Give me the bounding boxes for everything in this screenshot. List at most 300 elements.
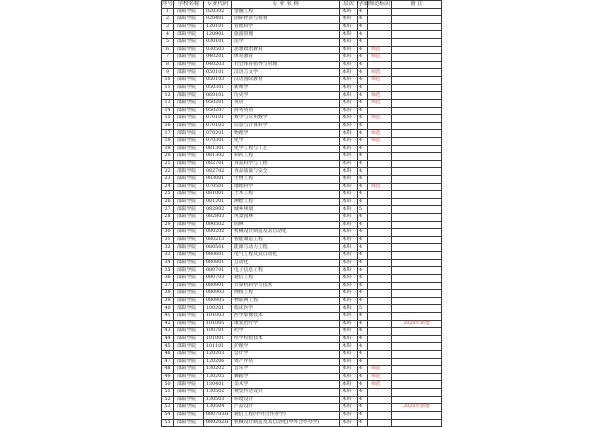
- cell-code: 070102: [204, 122, 232, 130]
- header-school: 学校名称: [174, 1, 204, 9]
- table-row: [162, 328, 442, 336]
- cell-major: 智能制造工程: [232, 236, 340, 244]
- cell-years: 4: [358, 244, 368, 252]
- cell-major: 能源与动力工程: [232, 244, 340, 252]
- cell-note: [392, 183, 442, 191]
- cell-school: 邵阳学院: [174, 153, 204, 161]
- cell-school: 邵阳学院: [174, 54, 204, 62]
- cell-major: 康复治疗学: [232, 320, 340, 328]
- cell-level: 本科: [340, 39, 358, 47]
- table-row: [162, 176, 442, 184]
- cell-school: 邵阳学院: [174, 46, 204, 54]
- cell-school: 邵阳学院: [174, 381, 204, 389]
- cell-years: 4: [358, 373, 368, 381]
- cell-major: 舞蹈学: [232, 373, 340, 381]
- cell-level: 本科: [340, 107, 358, 115]
- cell-note: [392, 54, 442, 62]
- cell-note: [392, 99, 442, 107]
- cell-school: 邵阳学院: [174, 389, 204, 397]
- cell-note: [392, 31, 442, 39]
- cell-note: [392, 373, 442, 381]
- cell-major: 国际经济与贸易: [232, 16, 340, 24]
- cell-code: 080801: [204, 259, 232, 267]
- cell-years: 4: [358, 411, 368, 419]
- cell-school: 邵阳学院: [174, 99, 204, 107]
- table-row: [162, 183, 442, 191]
- cell-index: 23: [162, 176, 174, 184]
- cell-years: 4: [358, 389, 368, 397]
- table-row: [162, 145, 442, 153]
- cell-level: 本科: [340, 145, 358, 153]
- table-row: [162, 312, 442, 320]
- cell-note: [392, 252, 442, 260]
- cell-level: 本科: [340, 351, 358, 359]
- cell-years: 4: [358, 183, 368, 191]
- table-row: [162, 61, 442, 69]
- cell-index: 48: [162, 366, 174, 374]
- table-row: [162, 84, 442, 92]
- cell-normal-flag: [368, 236, 392, 244]
- cell-major: 临床医学: [232, 305, 340, 313]
- table-row: [162, 8, 442, 16]
- cell-school: 邵阳学院: [174, 229, 204, 237]
- cell-index: 3: [162, 23, 174, 31]
- cell-normal-flag: [368, 8, 392, 16]
- cell-school: 邵阳学院: [174, 411, 204, 419]
- cell-major: 药学: [232, 328, 340, 336]
- cell-normal-flag: [368, 312, 392, 320]
- cell-years: 4: [358, 145, 368, 153]
- cell-index: 50: [162, 381, 174, 389]
- cell-major: 通信工程(中外合作办学): [232, 411, 340, 419]
- cell-level: 本科: [340, 61, 358, 69]
- cell-years: 4: [358, 236, 368, 244]
- cell-code: 040201: [204, 54, 232, 62]
- cell-normal-flag: [368, 122, 392, 130]
- cell-years: 4: [358, 69, 368, 77]
- cell-school: 邵阳学院: [174, 16, 204, 24]
- cell-note: [392, 8, 442, 16]
- cell-normal-flag: [368, 229, 392, 237]
- cell-normal-flag: [368, 31, 392, 39]
- cell-code: 100201: [204, 305, 232, 313]
- cell-years: 4: [358, 381, 368, 389]
- cell-school: 邵阳学院: [174, 183, 204, 191]
- cell-years: 4: [358, 107, 368, 115]
- cell-code: 081301: [204, 145, 232, 153]
- cell-level: 本科: [340, 8, 358, 16]
- cell-code: 101003: [204, 312, 232, 320]
- cell-school: 邵阳学院: [174, 145, 204, 153]
- cell-note: [392, 221, 442, 229]
- cell-major: 汉语言文学: [232, 69, 340, 77]
- cell-level: 本科: [340, 335, 358, 343]
- cell-years: 4: [358, 274, 368, 282]
- cell-major: 信息与计算科学: [232, 122, 340, 130]
- cell-major: 园林: [232, 221, 340, 229]
- cell-level: 本科: [340, 122, 358, 130]
- cell-note: [392, 145, 442, 153]
- cell-index: 29: [162, 221, 174, 229]
- cell-index: 49: [162, 373, 174, 381]
- cell-years: 4: [358, 214, 368, 222]
- cell-years: 5: [358, 206, 368, 214]
- table-row: [162, 351, 442, 359]
- cell-years: 4: [358, 46, 368, 54]
- cell-school: 邵阳学院: [174, 373, 204, 381]
- cell-school: 邵阳学院: [174, 92, 204, 100]
- cell-level: 本科: [340, 183, 358, 191]
- cell-school: 邵阳学院: [174, 214, 204, 222]
- cell-school: 邵阳学院: [174, 396, 204, 404]
- cell-code: 130504: [204, 404, 232, 412]
- cell-major: 视觉传达设计: [232, 389, 340, 397]
- cell-normal-flag: 师范: [368, 130, 392, 138]
- cell-major: 计算机科学与技术: [232, 282, 340, 290]
- cell-code: 050207: [204, 107, 232, 115]
- cell-index: 9: [162, 69, 174, 77]
- cell-level: 本科: [340, 290, 358, 298]
- cell-years: 4: [358, 290, 368, 298]
- cell-note: [392, 107, 442, 115]
- cell-school: 邵阳学院: [174, 31, 204, 39]
- cell-major: 体育教育: [232, 54, 340, 62]
- cell-school: 邵阳学院: [174, 8, 204, 16]
- cell-school: 邵阳学院: [174, 335, 204, 343]
- cell-school: 邵阳学院: [174, 77, 204, 85]
- cell-note: [392, 267, 442, 275]
- cell-years: 4: [358, 54, 368, 62]
- cell-major: 食品科学与工程: [232, 160, 340, 168]
- cell-school: 邵阳学院: [174, 282, 204, 290]
- cell-index: 41: [162, 312, 174, 320]
- cell-normal-flag: 师范: [368, 69, 392, 77]
- cell-index: 17: [162, 130, 174, 138]
- cell-years: 4: [358, 23, 368, 31]
- cell-level: 本科: [340, 312, 358, 320]
- cell-school: 邵阳学院: [174, 343, 204, 351]
- cell-normal-flag: 师范: [368, 381, 392, 389]
- cell-code: 120206: [204, 358, 232, 366]
- cell-note: [392, 381, 442, 389]
- table-row: [162, 137, 442, 145]
- cell-normal-flag: [368, 168, 392, 176]
- cell-index: 45: [162, 343, 174, 351]
- table-row: [162, 366, 442, 374]
- cell-normal-flag: [368, 84, 392, 92]
- cell-normal-flag: [368, 16, 392, 24]
- cell-index: 40: [162, 305, 174, 313]
- header-note: 备 注: [392, 1, 442, 9]
- cell-index: 2: [162, 16, 174, 24]
- cell-major: 城乡规划: [232, 206, 340, 214]
- cell-normal-flag: [368, 305, 392, 313]
- cell-code: 080501: [204, 244, 232, 252]
- table-row: [162, 130, 442, 138]
- cell-index: 28: [162, 214, 174, 222]
- cell-index: 42: [162, 320, 174, 328]
- cell-code: 120203: [204, 351, 232, 359]
- cell-normal-flag: [368, 267, 392, 275]
- cell-note: [392, 84, 442, 92]
- cell-school: 邵阳学院: [174, 84, 204, 92]
- cell-index: 38: [162, 290, 174, 298]
- cell-school: 邵阳学院: [174, 312, 204, 320]
- cell-years: 4: [358, 328, 368, 336]
- cell-code: 120901: [204, 31, 232, 39]
- cell-level: 本科: [340, 176, 358, 184]
- cell-normal-flag: [368, 39, 392, 47]
- cell-code: 030503: [204, 46, 232, 54]
- cell-level: 本科: [340, 54, 358, 62]
- cell-level: 本科: [340, 373, 358, 381]
- cell-note: [392, 137, 442, 145]
- table-row: [162, 404, 442, 412]
- cell-index: 39: [162, 297, 174, 305]
- cell-major: 英语: [232, 99, 340, 107]
- cell-note: [392, 92, 442, 100]
- cell-code: 081302: [204, 153, 232, 161]
- cell-years: 4: [358, 191, 368, 199]
- header-index: 序号: [162, 1, 173, 8]
- cell-major: 旅游管理: [232, 31, 340, 39]
- cell-school: 邵阳学院: [174, 206, 204, 214]
- cell-level: 本科: [340, 305, 358, 313]
- cell-major: 会计学: [232, 351, 340, 359]
- cell-note: [392, 297, 442, 305]
- cell-level: 本科: [340, 328, 358, 336]
- cell-code: 101101: [204, 343, 232, 351]
- cell-normal-flag: [368, 259, 392, 267]
- cell-school: 邵阳学院: [174, 274, 204, 282]
- cell-school: 邵阳学院: [174, 328, 204, 336]
- cell-years: 4: [358, 419, 368, 427]
- table-row: [162, 160, 442, 168]
- cell-normal-flag: 师范: [368, 99, 392, 107]
- cell-normal-flag: [368, 206, 392, 214]
- table-row: [162, 343, 442, 351]
- cell-normal-flag: [368, 244, 392, 252]
- cell-years: 4: [358, 320, 368, 328]
- cell-level: 本科: [340, 46, 358, 54]
- cell-major: 网络工程: [232, 290, 340, 298]
- cell-level: 本科: [340, 358, 358, 366]
- cell-index: 24: [162, 183, 174, 191]
- cell-school: 邵阳学院: [174, 236, 204, 244]
- cell-note: [392, 389, 442, 397]
- cell-school: 邵阳学院: [174, 351, 204, 359]
- cell-level: 本科: [340, 153, 358, 161]
- cell-school: 邵阳学院: [174, 358, 204, 366]
- cell-level: 本科: [340, 366, 358, 374]
- cell-normal-flag: [368, 320, 392, 328]
- cell-level: 本科: [340, 389, 358, 397]
- table-row: [162, 69, 442, 77]
- cell-note: 2020年新增: [392, 320, 442, 328]
- cell-note: [392, 305, 442, 313]
- table-row: [162, 396, 442, 404]
- cell-normal-flag: [368, 107, 392, 115]
- cell-note: [392, 160, 442, 168]
- cell-normal-flag: 师范: [368, 137, 392, 145]
- cell-note: [392, 130, 442, 138]
- cell-level: 本科: [340, 419, 358, 427]
- cell-normal-flag: [368, 145, 392, 153]
- cell-school: 邵阳学院: [174, 366, 204, 374]
- cell-school: 邵阳学院: [174, 23, 204, 31]
- cell-years: 5: [358, 305, 368, 313]
- table-row: [162, 290, 442, 298]
- table-row: [162, 236, 442, 244]
- cell-code: 130503: [204, 396, 232, 404]
- cell-major: 音乐学: [232, 366, 340, 374]
- cell-years: 4: [358, 358, 368, 366]
- table-row: [162, 244, 442, 252]
- cell-index: 27: [162, 206, 174, 214]
- cell-index: 54: [162, 411, 174, 419]
- cell-years: 4: [358, 312, 368, 320]
- cell-normal-flag: [368, 191, 392, 199]
- cell-major: 资产评估: [232, 358, 340, 366]
- cell-note: [392, 39, 442, 47]
- table-row: [162, 107, 442, 115]
- table-row: [162, 297, 442, 305]
- cell-school: 邵阳学院: [174, 320, 204, 328]
- cell-school: 邵阳学院: [174, 297, 204, 305]
- cell-normal-flag: 师范: [368, 46, 392, 54]
- cell-note: [392, 198, 442, 206]
- table-row: [162, 419, 442, 427]
- cell-years: 4: [358, 84, 368, 92]
- cell-level: 本科: [340, 282, 358, 290]
- cell-school: 邵阳学院: [174, 244, 204, 252]
- cell-note: [392, 122, 442, 130]
- cell-note: [392, 419, 442, 427]
- header-years: 学制: [358, 1, 369, 8]
- cell-normal-flag: [368, 274, 392, 282]
- cell-normal-flag: [368, 282, 392, 290]
- cell-code: 080701: [204, 267, 232, 275]
- cell-code: 082702: [204, 168, 232, 176]
- cell-level: 本科: [340, 229, 358, 237]
- cell-code: 080903: [204, 290, 232, 298]
- cell-school: 邵阳学院: [174, 191, 204, 199]
- cell-school: 邵阳学院: [174, 160, 204, 168]
- cell-major: 地理科学: [232, 183, 340, 191]
- cell-major: 美术学: [232, 381, 340, 389]
- cell-code: 020401: [204, 16, 232, 24]
- table-row: [162, 320, 442, 328]
- cell-level: 本科: [340, 23, 358, 31]
- cell-normal-flag: [368, 221, 392, 229]
- cell-code: 083001: [204, 176, 232, 184]
- cell-school: 邵阳学院: [174, 168, 204, 176]
- cell-years: 4: [358, 61, 368, 69]
- cell-index: 1: [162, 8, 174, 16]
- cell-major: 历史学: [232, 92, 340, 100]
- cell-major: 自动化: [232, 259, 340, 267]
- table-row: [162, 99, 442, 107]
- cell-normal-flag: [368, 335, 392, 343]
- cell-note: [392, 366, 442, 374]
- cell-note: [392, 396, 442, 404]
- cell-index: 53: [162, 404, 174, 412]
- cell-index: 13: [162, 99, 174, 107]
- cell-normal-flag: [368, 297, 392, 305]
- cell-years: 4: [358, 115, 368, 123]
- cell-level: 本科: [340, 404, 358, 412]
- cell-level: 本科: [340, 267, 358, 275]
- cell-school: 邵阳学院: [174, 259, 204, 267]
- cell-index: 43: [162, 328, 174, 336]
- cell-index: 35: [162, 267, 174, 275]
- cell-normal-flag: [368, 389, 392, 397]
- cell-normal-flag: 师范: [368, 92, 392, 100]
- cell-years: 4: [358, 176, 368, 184]
- table-row: [162, 252, 442, 260]
- cell-normal-flag: 师范: [368, 54, 392, 62]
- cell-major: 化学工程与工艺: [232, 145, 340, 153]
- cell-index: 30: [162, 229, 174, 237]
- cell-code: 130205: [204, 373, 232, 381]
- cell-level: 本科: [340, 297, 358, 305]
- cell-note: [392, 23, 442, 31]
- cell-note: [392, 229, 442, 237]
- table-row: [162, 92, 442, 100]
- cell-school: 邵阳学院: [174, 305, 204, 313]
- cell-note: 2020年新增: [392, 404, 442, 412]
- cell-code: 080601: [204, 252, 232, 260]
- cell-index: 36: [162, 274, 174, 282]
- cell-major: 制药工程: [232, 153, 340, 161]
- table-row: [162, 389, 442, 397]
- cell-normal-flag: [368, 351, 392, 359]
- cell-code: 080703H: [204, 411, 232, 419]
- table-row: [162, 221, 442, 229]
- table-row: [162, 46, 442, 54]
- cell-index: 18: [162, 137, 174, 145]
- cell-normal-flag: [368, 411, 392, 419]
- cell-code: 130202: [204, 366, 232, 374]
- cell-index: 44: [162, 335, 174, 343]
- cell-years: 4: [358, 259, 368, 267]
- header-level: 层次: [340, 1, 358, 9]
- table-row: [162, 274, 442, 282]
- cell-years: 4: [358, 130, 368, 138]
- cell-years: 4: [358, 267, 368, 275]
- cell-code: 120101: [204, 23, 232, 31]
- cell-level: 本科: [340, 381, 358, 389]
- cell-major: 物联网工程: [232, 297, 340, 305]
- cell-code: 030101: [204, 39, 232, 47]
- cell-years: 4: [358, 404, 368, 412]
- table-row: [162, 358, 442, 366]
- cell-code: 082701: [204, 160, 232, 168]
- cell-index: 25: [162, 191, 174, 199]
- cell-major: 生物工程: [232, 176, 340, 184]
- cell-code: 101001: [204, 335, 232, 343]
- cell-index: 37: [162, 282, 174, 290]
- cell-index: 19: [162, 145, 174, 153]
- cell-normal-flag: [368, 343, 392, 351]
- cell-index: 26: [162, 198, 174, 206]
- cell-years: 4: [358, 160, 368, 168]
- cell-major: 护理学: [232, 343, 340, 351]
- cell-note: [392, 176, 442, 184]
- cell-level: 本科: [340, 130, 358, 138]
- cell-major: 法学: [232, 39, 340, 47]
- table-row: [162, 305, 442, 313]
